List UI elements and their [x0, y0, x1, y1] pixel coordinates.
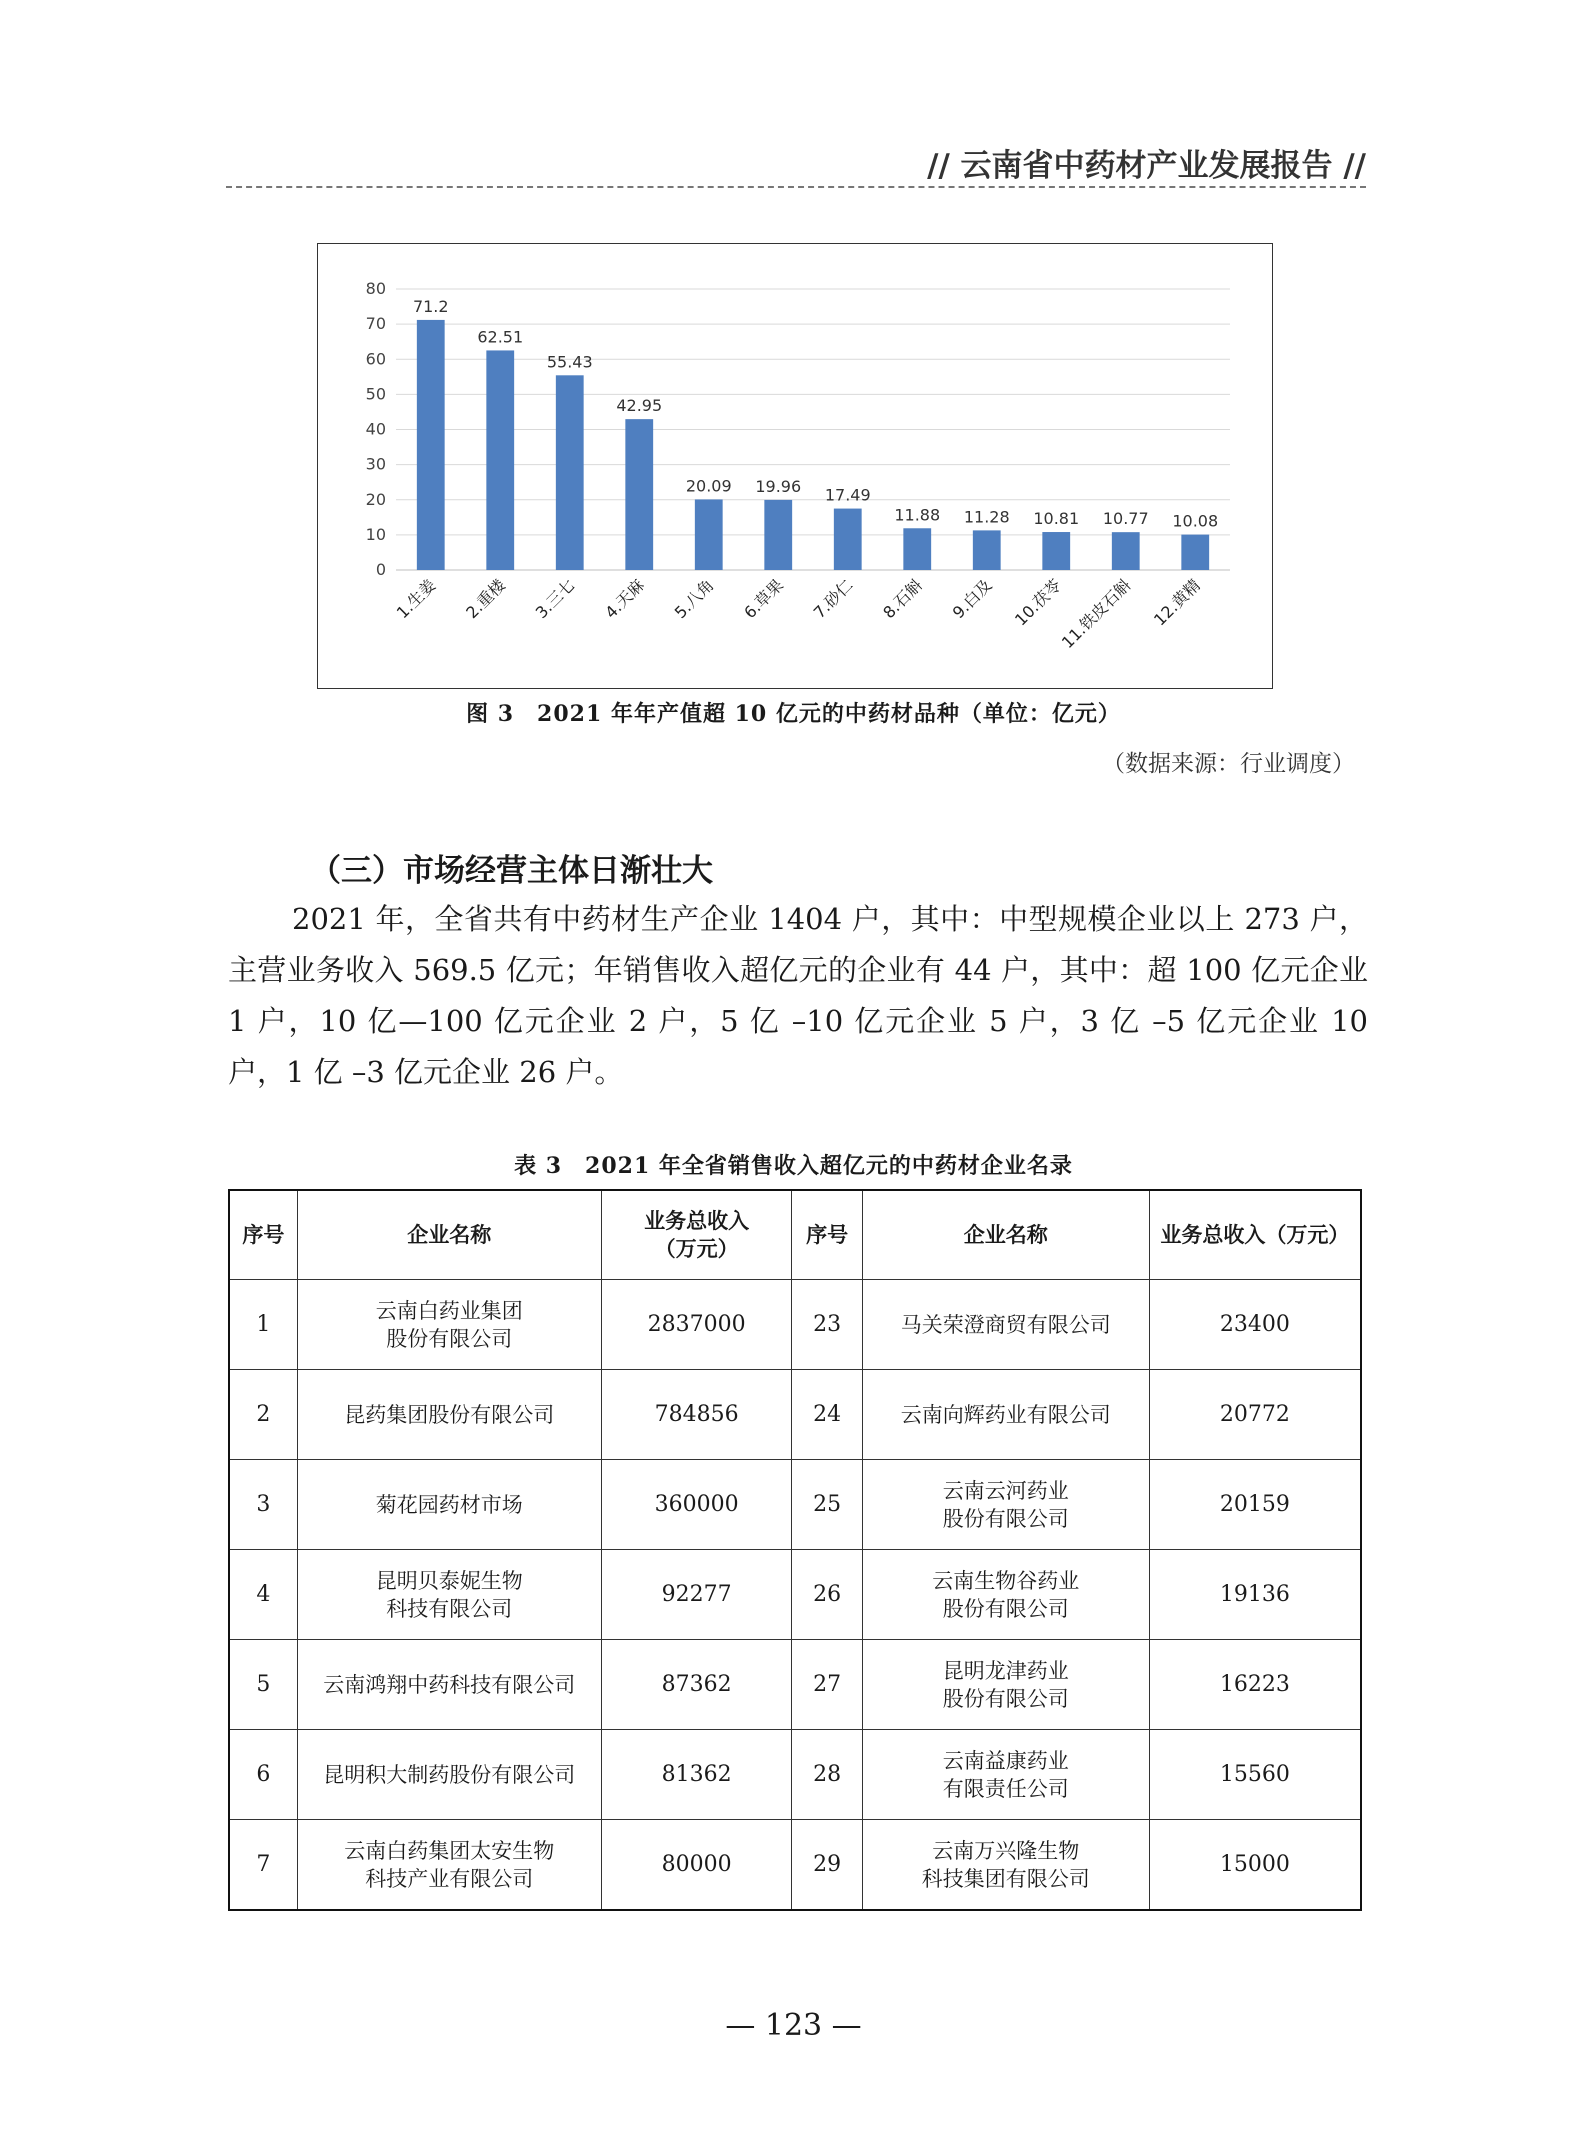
body-paragraph: 2021 年，全省共有中药材生产企业 1404 户，其中：中型规模企业以上 273 户，主营业务收入 569.5 亿元；年销售收入超亿元的企业有 44 户，其中：超 100 亿元企业 1 户，10 亿—100 亿元企业 2 户，5 亿 –10 亿元企业 5 户，3 亿 –5 亿元企业 10 户，1 亿 –3 亿元企业 26 户。 [228, 902, 1368, 1089]
figure-caption: 图 3 2021 年年产值超 10 亿元的中药材品种（单位：亿元） [466, 701, 1121, 727]
header-title: // 云南省中药材产业发展报告 // [927, 148, 1366, 184]
row-index: 2 [229, 1370, 297, 1460]
company-name: 昆药集团股份有限公司 [297, 1370, 601, 1460]
table-row [229, 1640, 1361, 1730]
row-index: 4 [229, 1550, 297, 1640]
table-caption: 表 3 2021 年全省销售收入超亿元的中药材企业名录 [514, 1153, 1073, 1179]
page-number: — 123 — [725, 2008, 862, 2043]
revenue-value: 87362 [601, 1640, 792, 1730]
revenue-value: 19136 [1149, 1550, 1361, 1640]
revenue-value: 20159 [1149, 1460, 1361, 1550]
x-tick-label: 9.白及 [948, 575, 996, 623]
company-name: 马关荣澄商贸有限公司 [862, 1280, 1149, 1370]
data-label: 71.2 [412, 296, 449, 316]
x-tick-label: 1.生姜 [392, 575, 440, 623]
bar [1112, 532, 1140, 570]
data-label: 20.09 [685, 476, 732, 496]
table-row [229, 1370, 1361, 1460]
running-header [226, 140, 1366, 192]
y-tick-label: 20 [365, 489, 386, 509]
revenue-value: 20772 [1149, 1370, 1361, 1460]
bar [973, 530, 1001, 570]
bar [903, 528, 931, 570]
x-tick-label: 7.砂仁 [809, 575, 857, 623]
section-heading: （三）市场经营主体日渐壮大 [310, 853, 713, 889]
company-name: 菊花园药材市场 [297, 1460, 601, 1550]
bar [486, 350, 514, 570]
y-tick-label: 70 [365, 314, 386, 334]
company-name: 昆明贝泰妮生物 科技有限公司 [297, 1550, 601, 1640]
company-name: 云南向辉药业有限公司 [862, 1370, 1149, 1460]
header-cell: 序号 [229, 1190, 297, 1280]
header-divider [226, 186, 1366, 188]
y-tick-label: 60 [365, 349, 386, 369]
y-tick-label: 80 [365, 279, 386, 298]
company-name: 云南万兴隆生物 科技集团有限公司 [862, 1820, 1149, 1911]
x-tick-label: 6.草果 [740, 575, 788, 623]
revenue-value: 23400 [1149, 1280, 1361, 1370]
revenue-value: 360000 [601, 1460, 792, 1550]
row-index: 28 [792, 1730, 862, 1820]
revenue-value: 784856 [601, 1370, 792, 1460]
row-index: 5 [229, 1640, 297, 1730]
y-tick-label: 40 [365, 419, 386, 439]
revenue-value: 16223 [1149, 1640, 1361, 1730]
company-name: 云南白药集团太安生物 科技产业有限公司 [297, 1820, 601, 1911]
table-row [229, 1280, 1361, 1370]
bar-chart [317, 243, 1273, 689]
bar [556, 375, 584, 570]
data-label: 62.51 [477, 327, 524, 347]
table-row [229, 1460, 1361, 1550]
data-label: 17.49 [824, 485, 871, 505]
data-label: 11.28 [963, 507, 1010, 527]
table-row [229, 1820, 1361, 1911]
x-tick-label: 12.黄精 [1150, 575, 1205, 630]
data-label: 10.81 [1033, 509, 1080, 529]
x-tick-label: 10.茯苓 [1011, 575, 1066, 630]
data-label: 42.95 [616, 396, 663, 416]
row-index: 29 [792, 1820, 862, 1911]
data-label: 55.43 [546, 352, 593, 372]
bar [417, 320, 445, 570]
row-index: 25 [792, 1460, 862, 1550]
row-index: 3 [229, 1460, 297, 1550]
table-row [229, 1550, 1361, 1640]
header-cell: 企业名称 [862, 1190, 1149, 1280]
company-name: 昆明积大制药股份有限公司 [297, 1730, 601, 1820]
revenue-value: 92277 [601, 1550, 792, 1640]
revenue-value: 2837000 [601, 1280, 792, 1370]
table-header-row [229, 1190, 1361, 1280]
row-index: 27 [792, 1640, 862, 1730]
bar [695, 499, 723, 570]
revenue-value: 15560 [1149, 1730, 1361, 1820]
data-label: 19.96 [755, 476, 802, 496]
table-row [229, 1730, 1361, 1820]
header-cell: 业务总收入（万元） [1149, 1190, 1361, 1280]
row-index: 24 [792, 1370, 862, 1460]
revenue-value: 80000 [601, 1820, 792, 1911]
revenue-value: 81362 [601, 1730, 792, 1820]
row-index: 26 [792, 1550, 862, 1640]
company-name: 云南云河药业 股份有限公司 [862, 1460, 1149, 1550]
company-name: 云南白药业集团 股份有限公司 [297, 1280, 601, 1370]
company-name: 云南鸿翔中药科技有限公司 [297, 1640, 601, 1730]
x-tick-label: 8.石斛 [879, 575, 927, 623]
header-cell: 序号 [792, 1190, 862, 1280]
bar [1042, 532, 1070, 570]
bar [834, 509, 862, 570]
data-label: 10.77 [1102, 509, 1149, 529]
bar-chart-canvas [318, 244, 1272, 688]
row-index: 7 [229, 1820, 297, 1911]
row-index: 6 [229, 1730, 297, 1820]
x-tick-label: 11.铁皮石斛 [1057, 575, 1135, 653]
header-cell: 业务总收入 （万元） [601, 1190, 792, 1280]
y-tick-label: 0 [375, 560, 386, 579]
x-tick-label: 2.重楼 [462, 575, 510, 623]
x-tick-label: 4.天麻 [601, 575, 649, 623]
bar [1181, 535, 1209, 570]
company-name: 云南生物谷药业 股份有限公司 [862, 1550, 1149, 1640]
bar [764, 500, 792, 570]
company-name: 云南益康药业 有限责任公司 [862, 1730, 1149, 1820]
y-tick-label: 10 [365, 524, 386, 544]
figure-source: （数据来源：行业调度） [1102, 751, 1355, 777]
x-tick-label: 5.八角 [670, 575, 718, 623]
row-index: 23 [792, 1280, 862, 1370]
header-cell: 企业名称 [297, 1190, 601, 1280]
bar [625, 419, 653, 570]
data-label: 11.88 [894, 505, 941, 525]
y-tick-label: 30 [365, 454, 386, 474]
data-label: 10.08 [1172, 511, 1219, 531]
revenue-value: 15000 [1149, 1820, 1361, 1911]
row-index: 1 [229, 1280, 297, 1370]
company-name: 昆明龙津药业 股份有限公司 [862, 1640, 1149, 1730]
x-tick-label: 3.三七 [531, 575, 579, 623]
enterprise-table [228, 1189, 1362, 1911]
y-tick-label: 50 [365, 384, 386, 404]
